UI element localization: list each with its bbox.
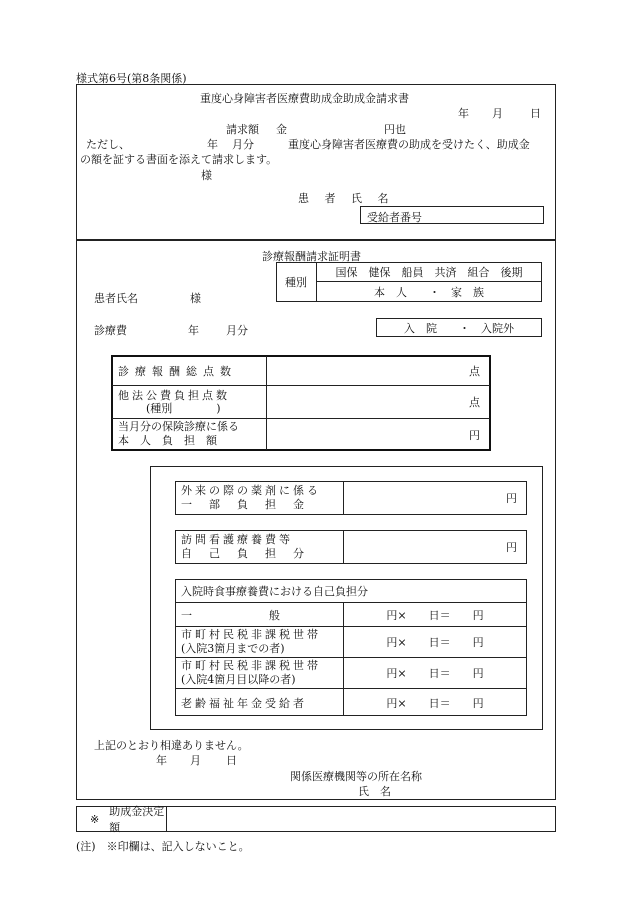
- decision-mark: ※: [90, 812, 100, 826]
- certificate-title: 診療報酬請求証明書: [262, 250, 361, 263]
- confirm-text: 上記のとおり相違ありません。: [94, 739, 249, 752]
- type-label: 種別: [285, 276, 307, 289]
- confirm-month: 月: [190, 754, 201, 767]
- insurance-types[interactable]: 国保 健保 船員 共済 組合 後期: [335, 265, 523, 279]
- meal-row-exempt-late-label: 市町村民税非課税世帯 (入院4箇月目以降の者): [181, 659, 321, 686]
- confirm-year: 年: [156, 754, 167, 767]
- treatment-year: 年: [188, 324, 199, 337]
- meal-row-general-calc[interactable]: 円× 日＝ 円: [386, 608, 484, 622]
- visiting-nursing-value[interactable]: 円: [506, 541, 517, 554]
- person-types[interactable]: 本 人 ・ 家 族: [374, 285, 484, 299]
- meal-row-general-label: 一 般: [181, 608, 280, 622]
- visiting-nursing-label: 訪問看護療養費等 自 己 負 担 分: [181, 533, 307, 560]
- points-row-total-label: 診療報酬総点数: [118, 364, 237, 378]
- request-title: 重度心身障害者医療費助成金助成金請求書: [200, 92, 409, 105]
- body-line1-year: 年: [207, 138, 218, 151]
- request-date-month: 月: [492, 107, 503, 120]
- treatment-label: 診療費: [94, 324, 127, 337]
- decision-amount-field[interactable]: [167, 806, 555, 832]
- confirm-day: 日: [226, 754, 237, 767]
- drug-copay-value[interactable]: 円: [506, 492, 517, 505]
- request-date-day: 日: [530, 107, 541, 120]
- note: (注) ※印欄は、記入しないこと。: [76, 840, 250, 853]
- drug-copay-label: 外来の際の薬剤に係る 一 部 負 担 金: [181, 484, 321, 511]
- cert-patient-honorific: 様: [190, 292, 201, 305]
- decision-label: 助成金決定額: [109, 805, 165, 834]
- recipient-number-label: 受給者番号: [367, 211, 422, 224]
- inpatient-outpatient: 入 院 ・ 入院外: [404, 321, 514, 335]
- decision-label-cell: [90, 806, 166, 832]
- request-date-year: 年: [458, 107, 469, 120]
- meal-row-pension-label: 老齢福祉年金受給者: [181, 696, 307, 710]
- meal-row-exempt-late-calc[interactable]: 円× 日＝ 円: [386, 667, 484, 680]
- points-row-public-label: 他法公費負担点数 (種別 ): [118, 389, 230, 415]
- request-honorific: 様: [201, 169, 212, 182]
- body-line1-a: ただし、: [86, 138, 130, 151]
- points-row-public-value[interactable]: 点: [469, 396, 480, 409]
- body-line2: の額を証する書面を添えて請求します。: [80, 153, 278, 166]
- body-line1-month: 月分: [232, 138, 254, 151]
- cert-patient-name-label: 患者氏名: [94, 292, 138, 305]
- meal-row-exempt-early-label: 市町村民税非課税世帯 (入院3箇月までの者): [181, 628, 321, 655]
- amount-prefix: 金: [276, 123, 287, 136]
- amount-label: 請求額: [226, 123, 259, 136]
- patient-name-label: 患 者 氏 名: [298, 192, 395, 205]
- points-row-copay-label: 当月分の保険診療に係る 本 人 負 担 額: [118, 420, 239, 447]
- points-row-total-value[interactable]: 点: [469, 364, 480, 378]
- institution-label: 関係医療機関等の所在名称: [290, 770, 422, 783]
- form-number: 様式第6号(第8条関係): [76, 72, 187, 85]
- points-row-copay-value[interactable]: 円: [469, 428, 480, 442]
- meal-header: 入院時食事療養費における自己負担分: [181, 584, 368, 598]
- body-line1-b: 重度心身障害者医療費の助成を受けたく、助成金: [288, 138, 530, 151]
- meal-row-pension-calc[interactable]: 円× 日＝ 円: [386, 696, 484, 710]
- meal-row-exempt-early-calc[interactable]: 円× 日＝ 円: [386, 636, 484, 649]
- amount-suffix: 円也: [384, 123, 406, 136]
- treatment-month: 月分: [226, 324, 248, 337]
- signer-name-label: 氏 名: [358, 785, 391, 798]
